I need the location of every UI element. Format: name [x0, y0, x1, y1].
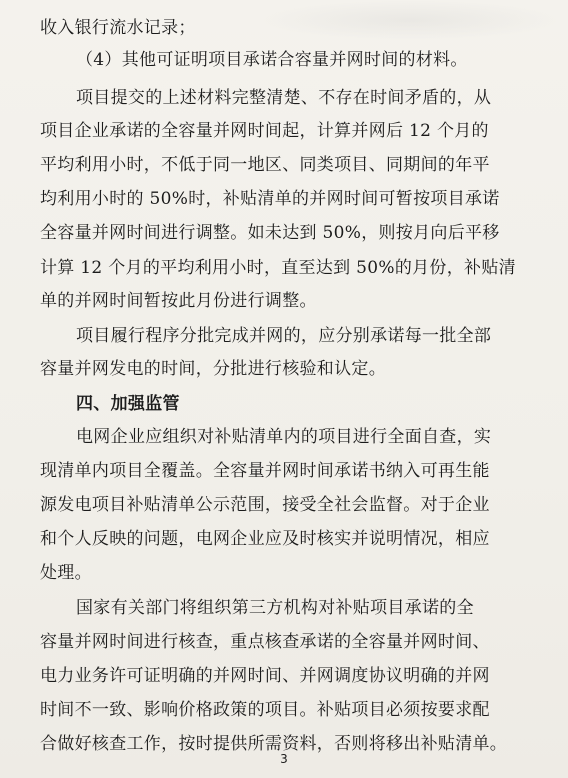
text-line: 全容量并网时间进行调整。如未达到 50%，则按月向后平移 — [40, 223, 500, 243]
text-line: 项目提交的上述材料完整清楚、不存在时间矛盾的，从 — [76, 88, 492, 108]
text-line: 合做好核查工作，按时提供所需资料，否则将移出补贴清单。 — [40, 734, 508, 754]
text-line: 电力业务许可证明确的并网时间、并网调度协议明确的并网 — [40, 666, 490, 686]
page-number: 3 — [280, 752, 288, 766]
text-line: （4）其他可证明项目承诺合容量并网时间的材料。 — [76, 50, 468, 70]
text-line: 收入银行流水记录； — [40, 18, 196, 38]
text-line: 源发电项目补贴清单公示范围，接受全社会监督。对于企业 — [40, 495, 490, 515]
text-line: 电网企业应组织对补贴清单内的项目进行全面自查，实 — [76, 427, 492, 447]
text-line: 容量并网发电的时间，分批进行核验和认定。 — [40, 359, 386, 379]
text-line: 现清单内项目全覆盖。全容量并网时间承诺书纳入可再生能 — [40, 461, 490, 481]
text-line: 均利用小时的 50%时，补贴清单的并网时间可暂按项目承诺 — [40, 189, 500, 209]
text-line: 时间不一致、影响价格政策的项目。补贴项目必须按要求配 — [40, 700, 490, 720]
text-line: 计算 12 个月的平均利用小时，直至达到 50%的月份，补贴清 — [40, 258, 516, 278]
text-line: 国家有关部门将组织第三方机构对补贴项目承诺的全 — [76, 598, 474, 618]
text-line: 容量并网时间进行核查，重点核查承诺的全容量并网时间、 — [40, 632, 490, 652]
bleed-through-shadow — [260, 0, 560, 40]
text-line: 项目企业承诺的全容量并网时间起，计算并网后 12 个月的 — [40, 121, 489, 141]
section-heading: 四、加强监管 — [76, 394, 180, 414]
text-line: 处理。 — [40, 563, 92, 583]
text-line: 项目履行程序分批完成并网的，应分别承诺每一批全部 — [76, 326, 492, 346]
text-line: 单的并网时间暂按此月份进行调整。 — [40, 291, 317, 311]
text-line: 平均利用小时，不低于同一地区、同类项目、同期间的年平 — [40, 155, 490, 175]
text-line: 和个人反映的问题，电网企业应及时核实并说明情况，相应 — [40, 529, 490, 549]
